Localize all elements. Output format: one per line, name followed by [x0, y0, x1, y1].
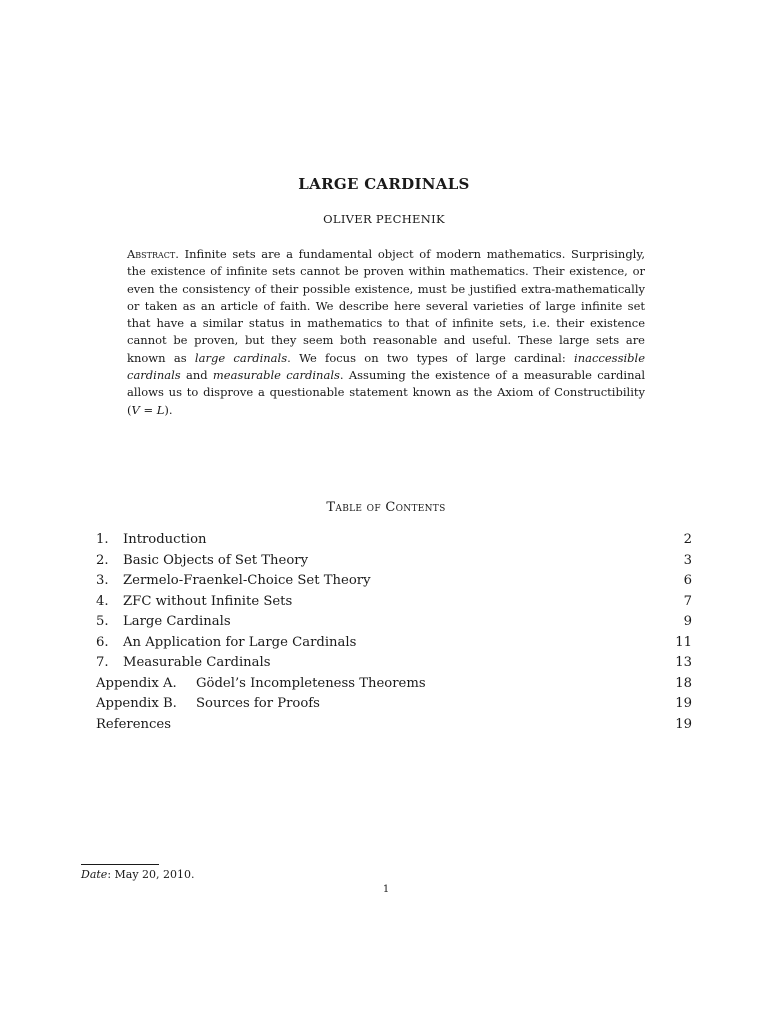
toc-entry-page: 7 [683, 593, 692, 609]
footnote-label: Date [81, 868, 108, 881]
toc-entry-label: Sources for Proofs [196, 696, 320, 711]
toc-entry[interactable] [96, 674, 692, 695]
toc-entry-label: Basic Objects of Set Theory [123, 552, 309, 568]
toc-entry-label: Gödel’s Incompleteness Theorems [196, 675, 426, 691]
toc-entry[interactable] [96, 571, 692, 592]
toc-entry-number: Appendix B. [96, 696, 177, 711]
abstract-text: Infinite sets are a fundamental object of modern mathematics. Surprisingly, the existence of infinite sets cannot be proven within mathematics. Their existence, or even the consistency of their possible existence, must be justified extra-mathematically or taken as an article of faith. We describe here several varieties of large infinite set that have a similar status in mathematics to that of infinite sets, i.e. their existence cannot be proven, but they seem both reasonable and useful. These large sets are known as [127, 247, 645, 365]
author-name: OLIVER PECHENIK [323, 212, 445, 226]
toc-entry-page: 6 [683, 573, 692, 588]
toc-entry[interactable] [96, 612, 692, 633]
toc-entry-number: 3. [96, 573, 109, 588]
toc-entry-page: 11 [675, 634, 692, 650]
toc-entry-page: 19 [675, 696, 692, 711]
toc-heading: Table of Contents [326, 500, 446, 515]
abstract-text: . Assuming the existence of a measurable cardinal allows us to disprove a questionable statement known as the Axiom of Constructibility ( [127, 368, 646, 417]
toc-entry[interactable] [96, 653, 692, 674]
toc-entry[interactable] [96, 694, 692, 715]
toc-entry-number: 4. [96, 593, 109, 609]
toc-entry-number: 2. [96, 552, 109, 568]
page-number: 1 [382, 884, 390, 895]
toc-entry-number: Appendix A. [96, 675, 177, 691]
toc-entry-page: 19 [675, 716, 692, 732]
toc-entry-label: Introduction [123, 532, 207, 547]
toc-entry-page: 3 [683, 552, 692, 568]
toc-entry-number: 7. [96, 655, 109, 670]
toc-entry-label: An Application for Large Cardinals [123, 634, 357, 650]
abstract-text: and [180, 368, 213, 383]
toc-entry-number: 1. [96, 532, 109, 547]
toc-entry-page: 13 [675, 655, 692, 670]
abstract-label: Abstract. [127, 247, 179, 261]
math-l: L [156, 402, 165, 417]
toc-entry[interactable] [96, 715, 692, 736]
toc-entry-label: Large Cardinals [123, 614, 231, 629]
term-inaccessible-cardinals: inaccessible cardinals [127, 350, 646, 383]
toc-entry-page: 18 [675, 675, 692, 691]
toc-entry-number: 5. [96, 614, 109, 629]
toc-entry[interactable] [96, 592, 692, 613]
toc-entry-page: 9 [683, 614, 692, 629]
toc-entry[interactable] [96, 633, 692, 654]
abstract [127, 246, 645, 419]
footnote-text: : May 20, 2010. [107, 868, 195, 881]
toc-entry-label: References [96, 716, 171, 732]
math-equals: = [139, 402, 157, 417]
toc-entry[interactable] [96, 530, 692, 551]
math-v: V [131, 402, 140, 417]
table-of-contents [96, 530, 692, 735]
toc-entry-label: Measurable Cardinals [123, 655, 271, 670]
abstract-text: . We focus on two types of large cardinal: [287, 350, 575, 365]
footnote-date [81, 868, 195, 881]
footnote-rule [81, 864, 159, 865]
paper-title: LARGE CARDINALS [298, 175, 470, 193]
toc-entry-page: 2 [683, 532, 692, 547]
term-large-cardinals: large cardinals [194, 350, 288, 365]
toc-entry-label: ZFC without Infinite Sets [123, 593, 293, 609]
toc-entry-label: Zermelo-Fraenkel-Choice Set Theory [123, 573, 371, 588]
toc-entry-number: 6. [96, 634, 109, 650]
term-measurable-cardinals: measurable cardinals [212, 368, 340, 383]
abstract-text: ). [164, 402, 173, 417]
toc-entry[interactable] [96, 551, 692, 572]
